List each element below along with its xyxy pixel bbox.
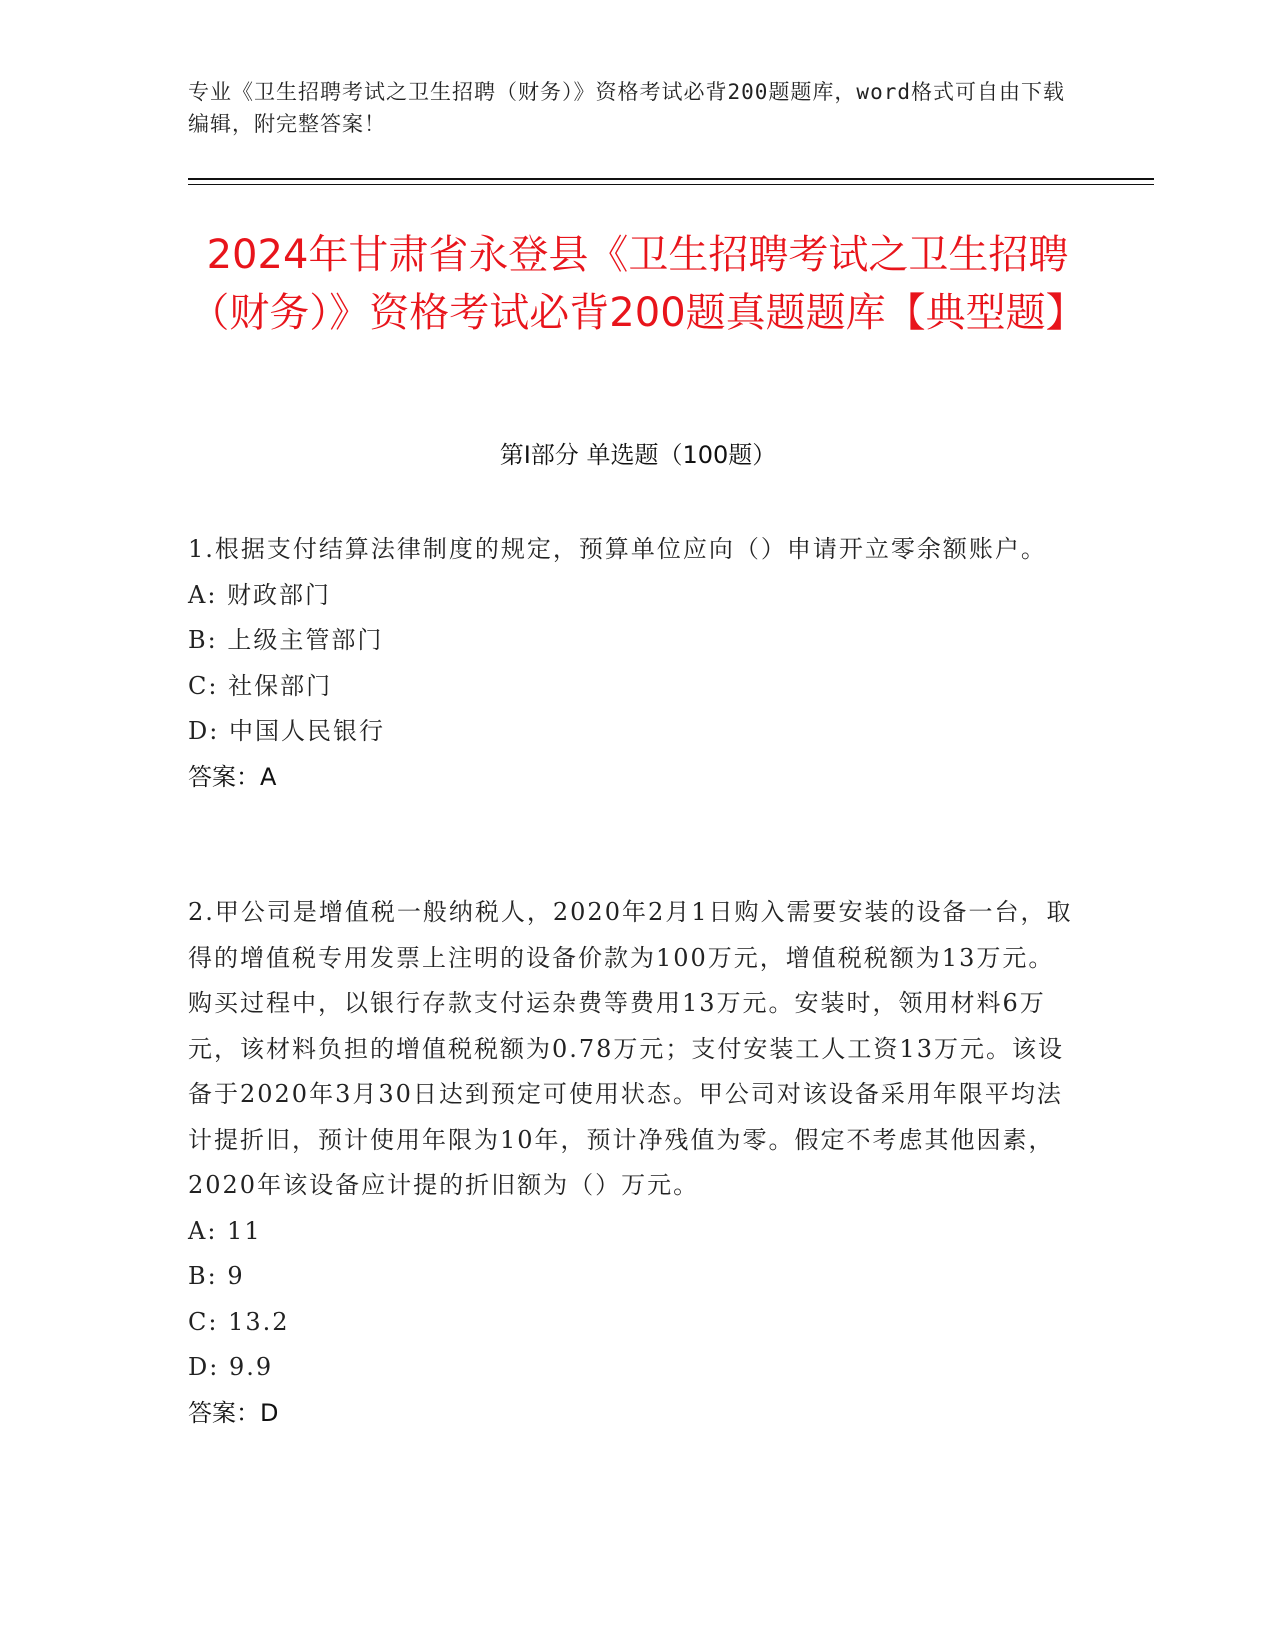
question-2-stem: 2.甲公司是增值税一般纳税人，2020年2月1日购入需要安装的设备一台，取得的增值税专用发票上注明的设备价款为100万元，增值税税额为13万元。购买过程中，以银行存款支付运杂费等费用13万元。安装时，领用材料6万元，该材料负担的增值税税额为0.78万元；支付安装工人工资13万元。该设备于2020年3月30日达到预定可使用状态。甲公司对该设备采用年限平均法计提折旧，预计使用年限为10年，预计净残值为零。假定不考虑其他因素，2020年该设备应计提的折旧额为（）万元。 [188, 898, 1073, 1199]
question-2-option-c: C: 13.2 [188, 1307, 290, 1336]
question-2-option-d: D: 9.9 [188, 1353, 274, 1381]
question-1-option-b: B: 上级主管部门 [188, 626, 384, 654]
question-2-option-b: B: 9 [188, 1262, 245, 1290]
question-1-option-a: A: 财政部门 [188, 580, 332, 609]
question-2 [188, 890, 1073, 1436]
section-title: 第I部分 单选题（100题） [499, 441, 777, 469]
header-note: 专业《卫生招聘考试之卫生招聘（财务）》资格考试必背200题题库，word格式可自由下载编辑，附完整答案！ [188, 80, 1065, 136]
question-1 [188, 527, 1073, 800]
document-title: 2024年甘肃省永登县《卫生招聘考试之卫生招聘（财务）》资格考试必背200题真题题库【典型题】 [189, 232, 1086, 336]
header-divider-thin [188, 184, 1154, 185]
question-1-stem: 1.根据支付结算法律制度的规定，预算单位应向（）申请开立零余额账户。 [188, 535, 1047, 563]
question-2-option-a: A: 11 [188, 1216, 262, 1245]
header-divider-thick [188, 178, 1154, 180]
question-2-answer: 答案：D [188, 1398, 279, 1427]
question-1-option-d: D: 中国人民银行 [188, 717, 385, 745]
question-1-option-c: C: 社保部门 [188, 671, 333, 700]
question-1-answer: 答案：A [188, 762, 277, 791]
